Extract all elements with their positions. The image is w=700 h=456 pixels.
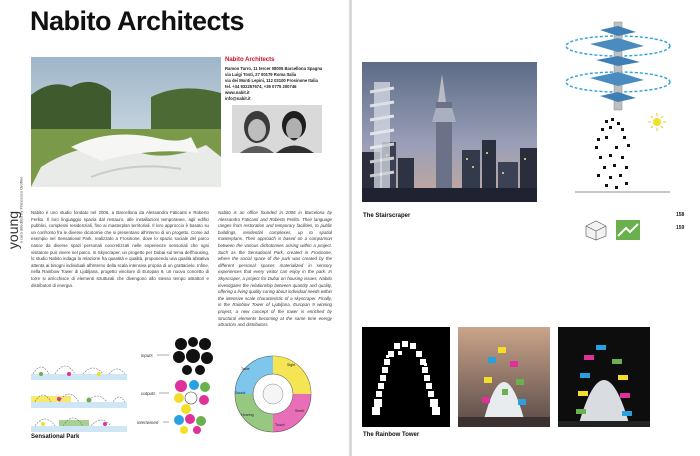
ring-label-sight: Sight — [287, 363, 296, 367]
page-title: Nabito Architects — [30, 6, 245, 36]
ring-label-smell: Smell — [295, 409, 304, 413]
section-label-young: young — [5, 210, 21, 250]
intertwined-circles — [174, 414, 206, 434]
stairscraper-render — [362, 62, 537, 202]
contact-line: via Luigi Tosti, 27 00179 Roma Italia — [225, 72, 297, 77]
caption-rainbow-tower: The Rainbow Tower — [363, 432, 420, 438]
rainbow-tower-render-2 — [558, 327, 650, 427]
ring-label-taste: Taste — [241, 367, 250, 371]
inputs-circles — [173, 337, 213, 375]
rainbow-tower-pattern — [362, 327, 450, 427]
contact-name: Nabito Architects — [225, 57, 275, 63]
diagram-label-inputs: inputs — [141, 353, 153, 358]
page-gutter — [349, 0, 352, 456]
ring-label-touch: Touch — [275, 423, 285, 427]
ring-label-sound: Sound — [235, 391, 246, 395]
body-text-italian: Nabito è uno studio fondato nel 2006, a Barcellona da Alessandra Faticanti e Roberto Ferlito. Il loro linguaggio spazia dal restauro, alle installazioni temporanee, agli edifici pubblici, complessi residenziali, fino ai masterplan territoriali. Il loro approccio è basato su un confronto fra le diverse dicotomie che si presentano all'interno di un progetto. Come ad esempio nel Sensational Park, realizzato a Frosinone, dove lo spazio sociale del parco nasce da diverse spazi personali concretizzati nelle esperienze sensoriali che ogni visitatore può vivere nel parco. In Skyscraper, un progetto per Dubai sul tema dell'housing, lo studio Nabito indaga la relazione fra quantità e qualità, proponendo una qualità abitativa attenta ai bisogni individuali all'interno della scala intensiva propria di un grattacielo. Infine, nella Rainbow Tower di Ljubljana, progetto vincitore di Europan 9, un nuovo concetto di torre si arricchisce di elementi strutturali che divengono allo stesso tempo attrattori e distributori di energia. — [31, 210, 209, 288]
page-number-158: 158 — [676, 212, 685, 218]
caption-stairscraper: The Stairscraper — [363, 213, 411, 219]
sensational-park-diagram — [29, 330, 329, 435]
park-strip-3 — [31, 418, 127, 432]
sun-icon — [648, 113, 666, 131]
body-text-english: Nabito is an office founded in 2006 in Barcelona by Alessandra Faticanti and Roberto Ferlito. Their language ranges from restoration and temporary facilities, to public buildings, residential complexes, up to spatial masterplans. Their approach is based on a comparison between the various dichotomies arising within a project. Such as the Sensational Park, created in Frosinone, where the social space of the park was created by the different personal spaces materialized in sensory experiences that every visitor can enjoy in the park. In Skyscraper, a project for Dubai on housing issues, Nabito investigates the relationship between quantity and quality, offering a living quality caring about individual needs within the intensive scale characteristic of a skyscraper. Finally, in the Rainbow Tower of Ljubljana, Europan 9 winning project, a new concept of the tower is enriched by structural elements becoming at the same time energy attractors and distributors. — [218, 210, 332, 328]
page-number-159: 159 — [676, 225, 685, 231]
diagram-label-outputs: outputs — [141, 391, 156, 396]
architects-portrait — [232, 105, 322, 153]
contact-line: Ramon Turro, 11 tercer 08005 Barcellona Spagna — [225, 66, 323, 71]
park-strip-2 — [31, 394, 127, 408]
sensational-park-photo — [31, 57, 221, 187]
outputs-circles — [174, 380, 210, 414]
senses-ring-diagram — [235, 356, 311, 432]
section-credit: a cura di/edited by Francesco Orofino — [18, 176, 24, 244]
contact-website: www.nabit.it — [225, 90, 250, 95]
park-strip-1 — [31, 366, 127, 380]
solar-study-diagram — [575, 112, 670, 197]
ring-label-hearing: Hearing — [241, 413, 254, 417]
contact-line: via dei Monti Lepini, 112 03100 Frosinone Italia — [225, 78, 318, 83]
stairscraper-spiral-diagram — [560, 20, 678, 112]
rainbow-tower-render-1 — [458, 327, 550, 427]
caption-sensational-park: Sensational Park — [31, 434, 80, 440]
contact-line: tel. +34 932257674, +39 0775 200746 — [225, 84, 297, 89]
green-building-icon — [614, 218, 642, 242]
diagram-label-intertwined: intertwined — [137, 420, 159, 425]
contact-email: info@nabit.it — [225, 96, 251, 101]
building-wireframe-icon — [582, 218, 610, 242]
